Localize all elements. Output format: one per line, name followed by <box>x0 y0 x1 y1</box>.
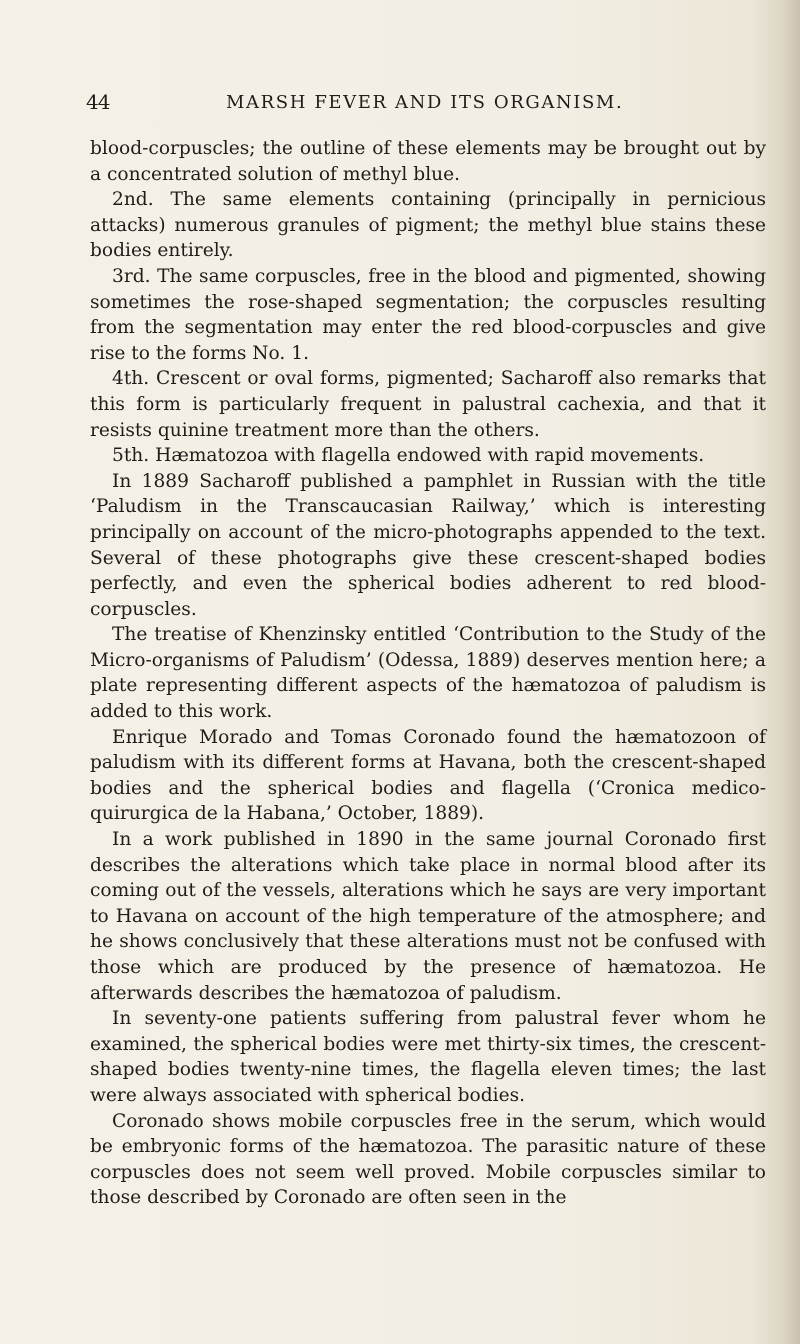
paragraph: 5th. Hæmatozoa with flagella endowed with rapid movements. <box>112 445 705 467</box>
running-title: MARSH FEVER AND ITS ORGANISM. <box>226 92 624 113</box>
paragraph: 4th. Crescent or oval forms, pigmented; Sacharoff also remarks that this form is particularly frequent in palustral cachexia, and that it resists quinine treatment more than the others. <box>90 368 766 441</box>
paragraph: Coronado shows mobile corpuscles free in the serum, which would be embryonic forms of the hæmatozoa. The parasitic nature of these corpuscles does not seem well proved. Mobile corpuscles similar to those described by Coronado are often seen in the <box>90 1110 766 1209</box>
paragraph: In seventy-one patients suffering from palustral fever whom he examined, the spherical bodies were met thirty-six times, the crescent-shaped bodies twenty-nine times, the flagella eleven times; the last were always associated with spherical bodies. <box>90 1008 766 1106</box>
paragraph: In 1889 Sacharoff published a pamphlet in Russian with the title ‘Paludism in the Transcaucasian Railway,’ which is interesting principally on account of the micro-photographs appended to the text. Several of these photographs give these crescent-shaped bodies perfectly, and even the spherical bodies adherent to red blood-corpuscles. <box>90 470 766 620</box>
body-text <box>90 136 766 1211</box>
paragraph: The treatise of Khenzinsky entitled ‘Contribution to the Study of the Micro-organisms of Paludism’ (Odessa, 1889) deserves mention here; a plate representing different aspects of the hæmatozoa of paludism is added to this work. <box>90 624 766 723</box>
page-number: 44 <box>86 90 110 114</box>
paragraph: 2nd. The same elements containing (principally in pernicious attacks) numerous granules of pigment; the methyl blue stains these bodies entirely. <box>90 189 766 262</box>
paragraph: Enrique Morado and Tomas Coronado found the hæmatozoon of paludism with its different forms at Havana, both the crescent-shaped bodies and the spherical bodies and flagella (‘Cronica medico-quirurgica de la Habana,’ October, 1889). <box>90 726 766 825</box>
paragraph: In a work published in 1890 in the same journal Coronado first describes the alterations which take place in normal blood after its coming out of the vessels, alterations which he says are very important to Havana on account of the high temperature of the atmosphere; and he shows conclusively that these alterations must not be confused with those which are produced by the presence of hæmatozoa. He afterwards describes the hæmatozoa of paludism. <box>90 829 766 1004</box>
paragraph: blood-corpuscles; the outline of these elements may be brought out by a concentrated solution of methyl blue. <box>90 138 766 185</box>
paragraph: 3rd. The same corpuscles, free in the blood and pigmented, showing sometimes the rose-shaped segmentation; the corpuscles resulting from the segmentation may enter the red blood-corpuscles and give rise to the forms No. 1. <box>90 265 766 364</box>
page-header <box>86 92 746 122</box>
